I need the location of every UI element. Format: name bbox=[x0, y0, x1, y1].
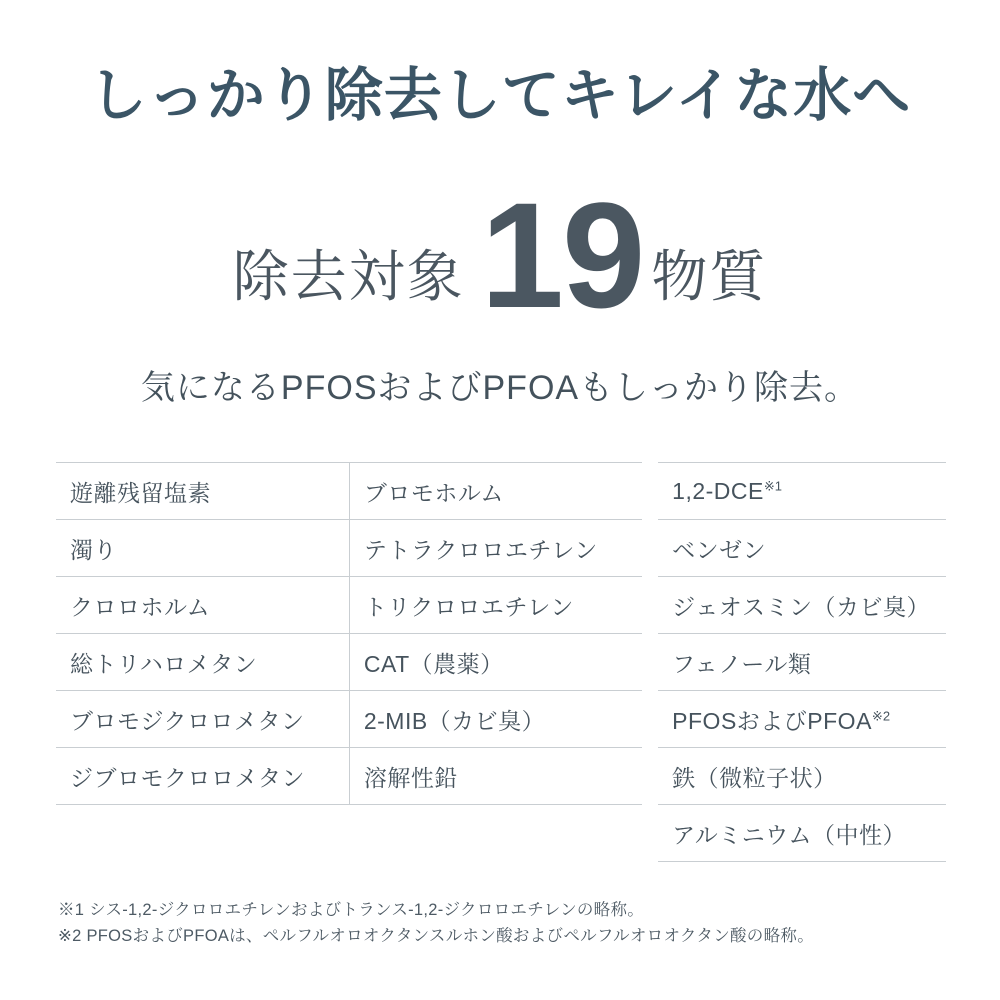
table-row bbox=[658, 520, 946, 577]
substance-cell bbox=[658, 805, 946, 862]
substance-cell bbox=[658, 463, 946, 520]
footnote-1: ※1 シス-1,2-ジクロロエチレンおよびトランス-1,2-ジクロロエチレンの略称。 bbox=[58, 901, 645, 919]
table-row bbox=[349, 748, 642, 805]
substance-cell bbox=[658, 691, 946, 748]
substance-label: ジェオスミン（カビ臭） bbox=[672, 593, 930, 620]
substance-label: ベンゼン bbox=[672, 536, 767, 563]
table-row bbox=[56, 520, 349, 577]
table-row bbox=[658, 691, 946, 748]
substance-cell: 総トリハロメタン bbox=[56, 634, 349, 691]
removal-target-label: 除去対象 bbox=[232, 244, 465, 308]
table-row bbox=[658, 748, 946, 805]
footnotes bbox=[58, 898, 958, 949]
removal-count-block bbox=[0, 171, 1000, 339]
table-row bbox=[658, 577, 946, 634]
substance-cell bbox=[658, 634, 946, 691]
substance-table-left bbox=[56, 462, 642, 805]
substance-label: アルミニウム（中性） bbox=[672, 821, 907, 848]
substance-cell: トリクロロエチレン bbox=[349, 577, 642, 634]
footnote-mark: ※2 bbox=[871, 707, 891, 723]
substance-cell: ブロモホルム bbox=[349, 463, 642, 520]
subheadline: 気になるPFOSおよびPFOAもしっかり除去。 bbox=[140, 369, 860, 407]
substance-cell: ジブロモクロロメタン bbox=[56, 748, 349, 805]
substance-column-c bbox=[658, 462, 946, 862]
substance-cell: CAT（農薬） bbox=[349, 634, 642, 691]
substance-label: PFOSおよびPFOA bbox=[672, 707, 872, 734]
table-row bbox=[56, 634, 349, 691]
footnote-2: ※2 PFOSおよびPFOAは、ペルフルオロオクタンスルホン酸およびペルフルオロオクタン酸の略称。 bbox=[58, 926, 814, 945]
substance-cell: 2-MIB（カビ臭） bbox=[349, 691, 642, 748]
table-row bbox=[349, 634, 642, 691]
table-row bbox=[56, 748, 349, 805]
substance-cell: 溶解性鉛 bbox=[349, 748, 642, 805]
substance-unit-label: 物質 bbox=[651, 244, 768, 308]
substance-tables bbox=[56, 462, 946, 862]
table-row bbox=[349, 691, 642, 748]
substance-cell: ブロモジクロロメタン bbox=[56, 691, 349, 748]
table-row bbox=[349, 463, 642, 520]
table-row bbox=[658, 805, 946, 862]
table-row bbox=[349, 520, 642, 577]
substance-cell bbox=[658, 748, 946, 805]
substance-cell bbox=[658, 520, 946, 577]
substance-cell: 濁り bbox=[56, 520, 349, 577]
headline: しっかり除去してキレイな水へ bbox=[88, 63, 912, 128]
substance-cell: テトラクロロエチレン bbox=[349, 520, 642, 577]
substance-label: フェノール類 bbox=[672, 650, 812, 677]
substance-label: 鉄（微粒子状） bbox=[672, 764, 837, 791]
footnote-mark: ※1 bbox=[763, 477, 782, 493]
substance-label: 1,2-DCE bbox=[672, 477, 764, 504]
table-row bbox=[658, 463, 946, 520]
substance-column-b bbox=[349, 462, 642, 805]
removal-count-number: 19 bbox=[480, 171, 644, 339]
substance-cell bbox=[658, 577, 946, 634]
substance-cell: クロロホルム bbox=[56, 577, 349, 634]
table-row bbox=[349, 577, 642, 634]
table-row bbox=[658, 634, 946, 691]
table-row bbox=[56, 691, 349, 748]
table-row bbox=[56, 577, 349, 634]
table-row bbox=[56, 463, 349, 520]
substance-column-a bbox=[56, 462, 349, 805]
substance-cell: 遊離残留塩素 bbox=[56, 463, 349, 520]
